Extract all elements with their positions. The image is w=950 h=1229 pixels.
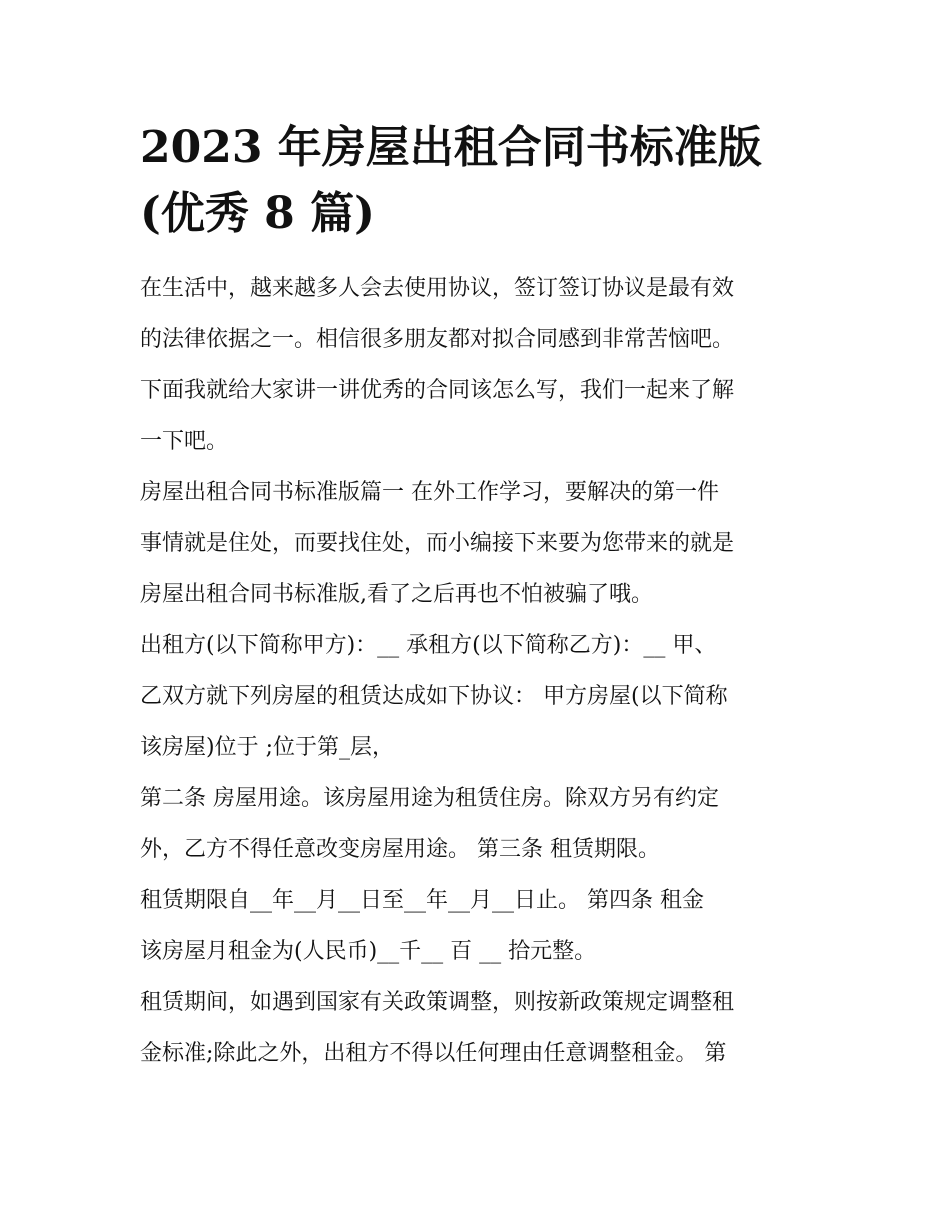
text-line: 金标准;除此之外，出租方不得以任何理由任意调整租金。 第 [140, 1041, 727, 1066]
text-line: 一下吧。 [140, 429, 229, 454]
text-line: 下面我就给大家讲一讲优秀的合同该怎么写，我们一起来了解 [140, 378, 735, 403]
paragraph-article-two [140, 773, 815, 875]
text-line: 事情就是住处，而要找住处，而小编接下来要为您带来的就是 [140, 531, 735, 556]
document-page [140, 115, 815, 1079]
text-line: 该房屋月租金为(人民币)__千__ 百 __ 拾元整。 [140, 939, 597, 964]
paragraph-parties [140, 620, 815, 773]
text-line: 租赁期间，如遇到国家有关政策调整，则按新政策规定调整租 [140, 990, 735, 1015]
title-line-2: (优秀 8 篇) [140, 188, 375, 239]
title-line-1: 2023 年房屋出租合同书标准版 [140, 122, 762, 173]
text-line: 外，乙方不得任意改变房屋用途。 第三条 租赁期限。 [140, 837, 660, 862]
paragraph-rent-adjustment [140, 977, 815, 1079]
paragraph-lease-term [140, 875, 815, 977]
text-line: 乙双方就下列房屋的租赁达成如下协议： 甲方房屋(以下简称 [140, 684, 728, 709]
text-line: 该房屋)位于 ;位于第_层， [140, 735, 394, 760]
text-line: 租赁期限自__年__月__日至__年__月__日止。 第四条 租金 [140, 888, 704, 913]
paragraph-intro [140, 263, 815, 467]
text-line: 的法律依据之一。相信很多朋友都对拟合同感到非常苦恼吧。 [140, 327, 735, 352]
text-line: 第二条 房屋用途。该房屋用途为租赁住房。除双方另有约定 [140, 786, 719, 811]
document-title [140, 115, 815, 247]
text-line: 在生活中，越来越多人会去使用协议，签订签订协议是最有效 [140, 276, 735, 301]
paragraph-chapter-one [140, 467, 815, 620]
text-line: 房屋出租合同书标准版,看了之后再也不怕被骗了哦。 [140, 582, 653, 607]
text-line: 房屋出租合同书标准版篇一 在外工作学习，要解决的第一件 [140, 480, 719, 505]
text-line: 出租方(以下简称甲方)：__ 承租方(以下简称乙方)：__ 甲、 [140, 633, 717, 658]
